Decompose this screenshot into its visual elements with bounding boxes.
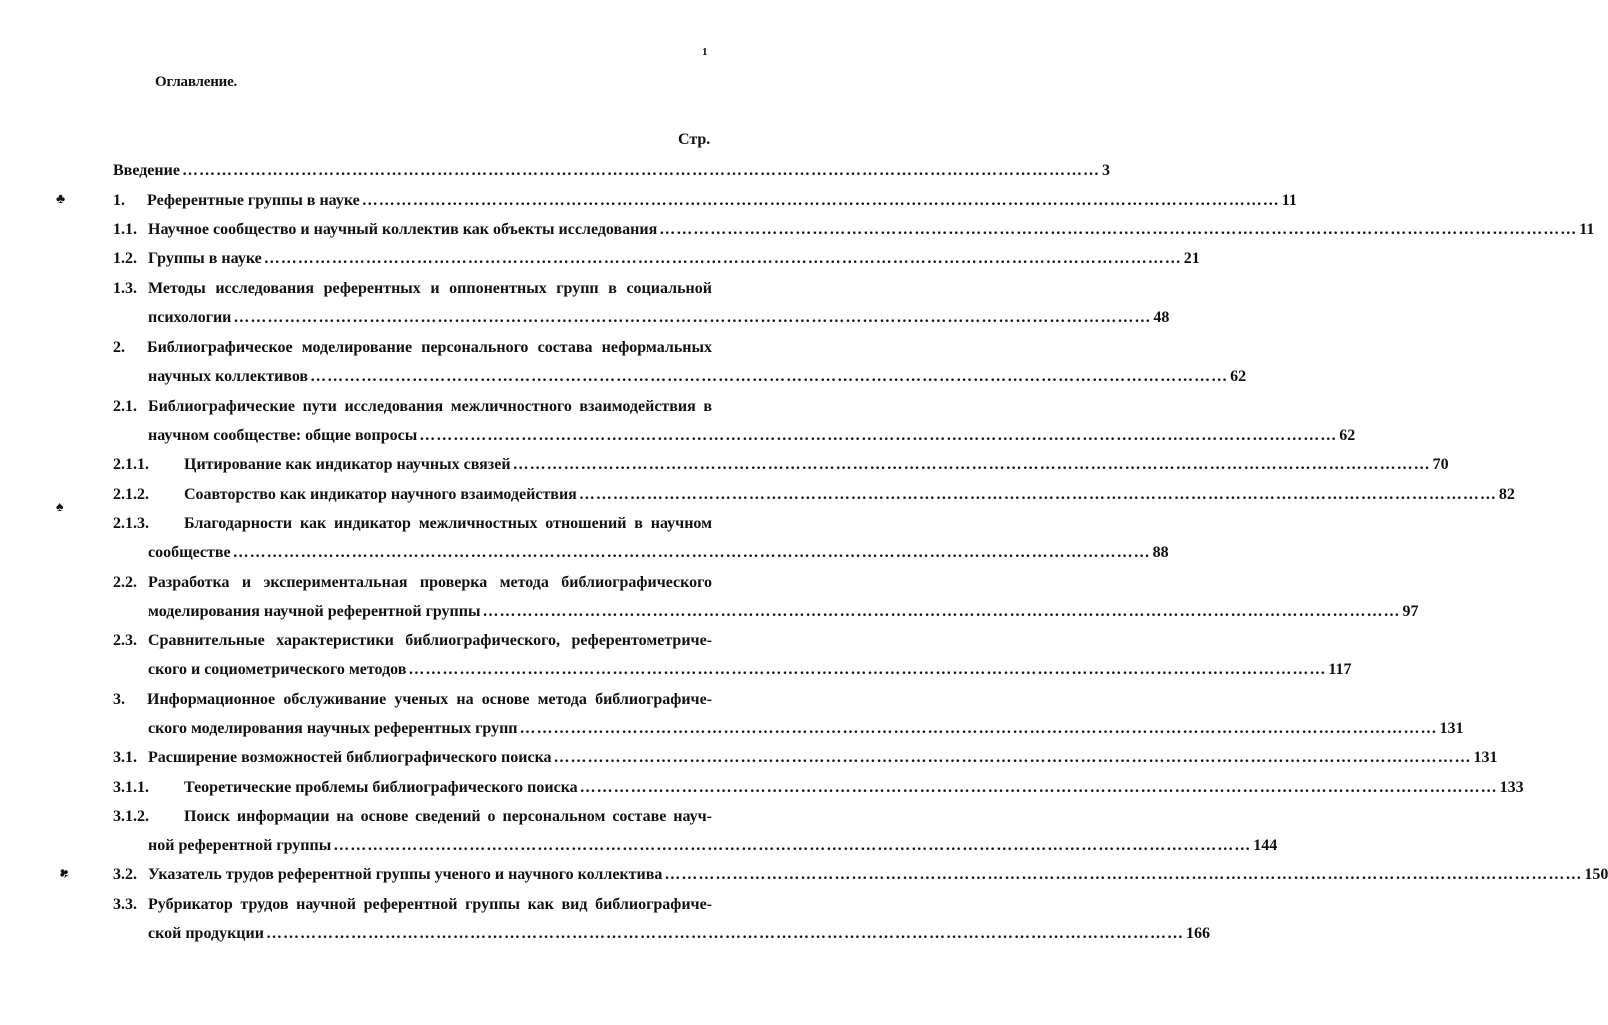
toc-entry-number: 3. — [113, 691, 125, 708]
toc-entry-title: научных коллективов — [148, 368, 309, 385]
toc-entry-page: 82 — [1498, 486, 1515, 503]
toc-entry-number: 1.1. — [113, 221, 137, 238]
toc-line — [113, 574, 712, 592]
toc-line — [113, 866, 1608, 884]
toc-entry-title: ской продукции — [148, 925, 264, 942]
toc-entry-title: научном сообществе: общие вопросы — [148, 427, 418, 444]
toc-dot-leader — [513, 456, 1431, 474]
toc-dot-leader — [264, 250, 1182, 268]
toc-entry-page: 117 — [1328, 661, 1352, 678]
toc-entry-title: Расширение возможностей библиографического поиска — [148, 749, 552, 766]
toc-line — [113, 221, 1595, 239]
margin-mark-icon: ♣ — [56, 864, 73, 883]
toc-dot-leader — [580, 779, 1498, 797]
toc-entry-title: сообществе — [148, 544, 231, 561]
toc-entry-number: 2.3. — [113, 632, 137, 649]
toc-entry-page: 144 — [1253, 837, 1278, 854]
toc-line — [113, 691, 712, 709]
toc-line — [148, 837, 1278, 855]
toc-entry-page: 62 — [1339, 427, 1356, 444]
toc-dot-leader — [362, 192, 1280, 210]
toc-line — [148, 368, 1247, 386]
toc-line — [113, 250, 1200, 268]
toc-entry-number: 2.1. — [113, 398, 137, 415]
toc-entry-number: 3.3. — [113, 896, 137, 913]
toc-entry-title: психологии — [148, 309, 232, 326]
toc-entry-number: 3.2. — [113, 866, 137, 883]
toc-entry-number: 2.1.2. — [113, 486, 149, 503]
toc-entry-number: 2.1.1. — [113, 456, 149, 473]
toc-entry-number: 2. — [113, 339, 125, 356]
toc-dot-leader — [233, 309, 1151, 327]
toc-entry-page: 88 — [1152, 544, 1169, 561]
toc-entry-page: 21 — [1183, 250, 1200, 267]
toc-dot-leader — [310, 368, 1228, 386]
toc-entry-title: Поиск информации на основе сведений о персональном составе науч- — [184, 808, 712, 825]
margin-mark-icon: ♣ — [56, 192, 66, 207]
toc-dot-leader — [333, 837, 1251, 855]
toc-entry-title: Группы в науке — [148, 250, 262, 267]
toc-dot-leader — [482, 603, 1400, 621]
toc-entry-title: Соавторство как индикатор научного взаимодействия — [184, 486, 577, 503]
toc-line — [148, 661, 1352, 679]
toc-entry-title: Референтные группы в науке — [147, 192, 360, 209]
toc-entry-page: 62 — [1230, 368, 1247, 385]
toc-entry-page: 48 — [1153, 309, 1170, 326]
toc-line — [113, 779, 1524, 797]
toc-line — [113, 515, 712, 533]
page-title: Оглавление. — [155, 74, 238, 90]
toc-entry-title: Научное сообщество и научный коллектив как объекты исследования — [148, 221, 658, 238]
toc-dot-leader — [233, 544, 1151, 562]
toc-entry-title: моделирования научной референтной группы — [148, 603, 481, 620]
pages-column-label: Стр. — [678, 131, 711, 148]
toc-entry-title: Информационное обслуживание ученых на основе метода библиографиче- — [147, 691, 712, 708]
toc-entry-number: 1. — [113, 192, 125, 209]
toc-line — [113, 398, 712, 416]
toc-line — [148, 427, 1356, 445]
toc-dot-leader — [419, 427, 1337, 445]
margin-mark-icon: ♠ — [56, 500, 64, 515]
toc-entry-page: 11 — [1281, 192, 1297, 209]
toc-dot-leader — [408, 661, 1326, 679]
toc-line — [113, 162, 1110, 180]
toc-line — [113, 456, 1449, 474]
toc-line — [113, 896, 712, 914]
toc-entry-title: ского и социометрического методов — [148, 661, 407, 678]
toc-line — [148, 603, 1419, 621]
toc-entry-number: 3.1.1. — [113, 779, 149, 796]
toc-entry-number: 3.1. — [113, 749, 137, 766]
toc-dot-leader — [554, 749, 1472, 767]
toc-line — [113, 339, 712, 357]
toc-dot-leader — [579, 486, 1497, 504]
toc-line — [148, 544, 1169, 562]
toc-entry-page: 150 — [1584, 866, 1608, 883]
toc-line — [113, 192, 1297, 210]
toc-dot-leader — [182, 162, 1100, 180]
toc-line — [113, 808, 712, 826]
toc-line — [148, 309, 1170, 327]
toc-entry-title: Указатель трудов референтной группы ученого и научного коллектива — [148, 866, 663, 883]
toc-dot-leader — [266, 925, 1184, 943]
toc-entry-title: Теоретические проблемы библиографического поиска — [184, 779, 578, 796]
toc-entry-title: Благодарности как индикатор межличностных отношений в научном — [184, 515, 712, 532]
toc-entry-page: 11 — [1579, 221, 1595, 238]
toc-dot-leader — [664, 866, 1582, 884]
toc-entry-number: 1.2. — [113, 250, 137, 267]
toc-entry-page: 133 — [1499, 779, 1524, 796]
toc-entry-number: 3.1.2. — [113, 808, 149, 825]
toc-entry-title: Цитирование как индикатор научных связей — [184, 456, 511, 473]
toc-entry-title: Разработка и экспериментальная проверка метода библиографического — [148, 574, 712, 591]
toc-dot-leader — [659, 221, 1577, 239]
toc-line — [113, 280, 712, 298]
toc-entry-page: 166 — [1185, 925, 1210, 942]
toc-entry-number: 1.3. — [113, 280, 137, 297]
toc-entry-title: Рубрикатор трудов научной референтной группы как вид библиографиче- — [148, 896, 712, 913]
toc-entry-number: 2.1.3. — [113, 515, 149, 532]
toc-line — [113, 749, 1498, 767]
toc-entry-title: ной референтной группы — [148, 837, 332, 854]
toc-entry-page: 131 — [1439, 720, 1464, 737]
toc-entry-page: 97 — [1402, 603, 1419, 620]
toc-entry-title: Библиографическое моделирование персонального состава неформальных — [147, 339, 712, 356]
toc-entry-title: Методы исследования референтных и оппонентных групп в социальной — [148, 280, 712, 297]
toc-entry-page: 70 — [1432, 456, 1449, 473]
toc-entry-title: ского моделирования научных референтных групп — [148, 720, 518, 737]
toc-line — [148, 925, 1210, 943]
toc-entry-title: Сравнительные характеристики библиографического, референтометриче- — [148, 632, 712, 649]
page-number: 1 — [702, 46, 708, 58]
toc-entry-page: 3 — [1101, 162, 1110, 179]
toc-entry-number: 2.2. — [113, 574, 137, 591]
toc-entry-title: Введение — [113, 162, 180, 179]
toc-entry-page: 131 — [1473, 749, 1498, 766]
toc-entry-title: Библиографические пути исследования межличностного взаимодействия в — [148, 398, 712, 415]
toc-dot-leader — [520, 720, 1438, 738]
toc-line — [113, 486, 1515, 504]
toc-line — [113, 632, 712, 650]
toc-line — [148, 720, 1464, 738]
